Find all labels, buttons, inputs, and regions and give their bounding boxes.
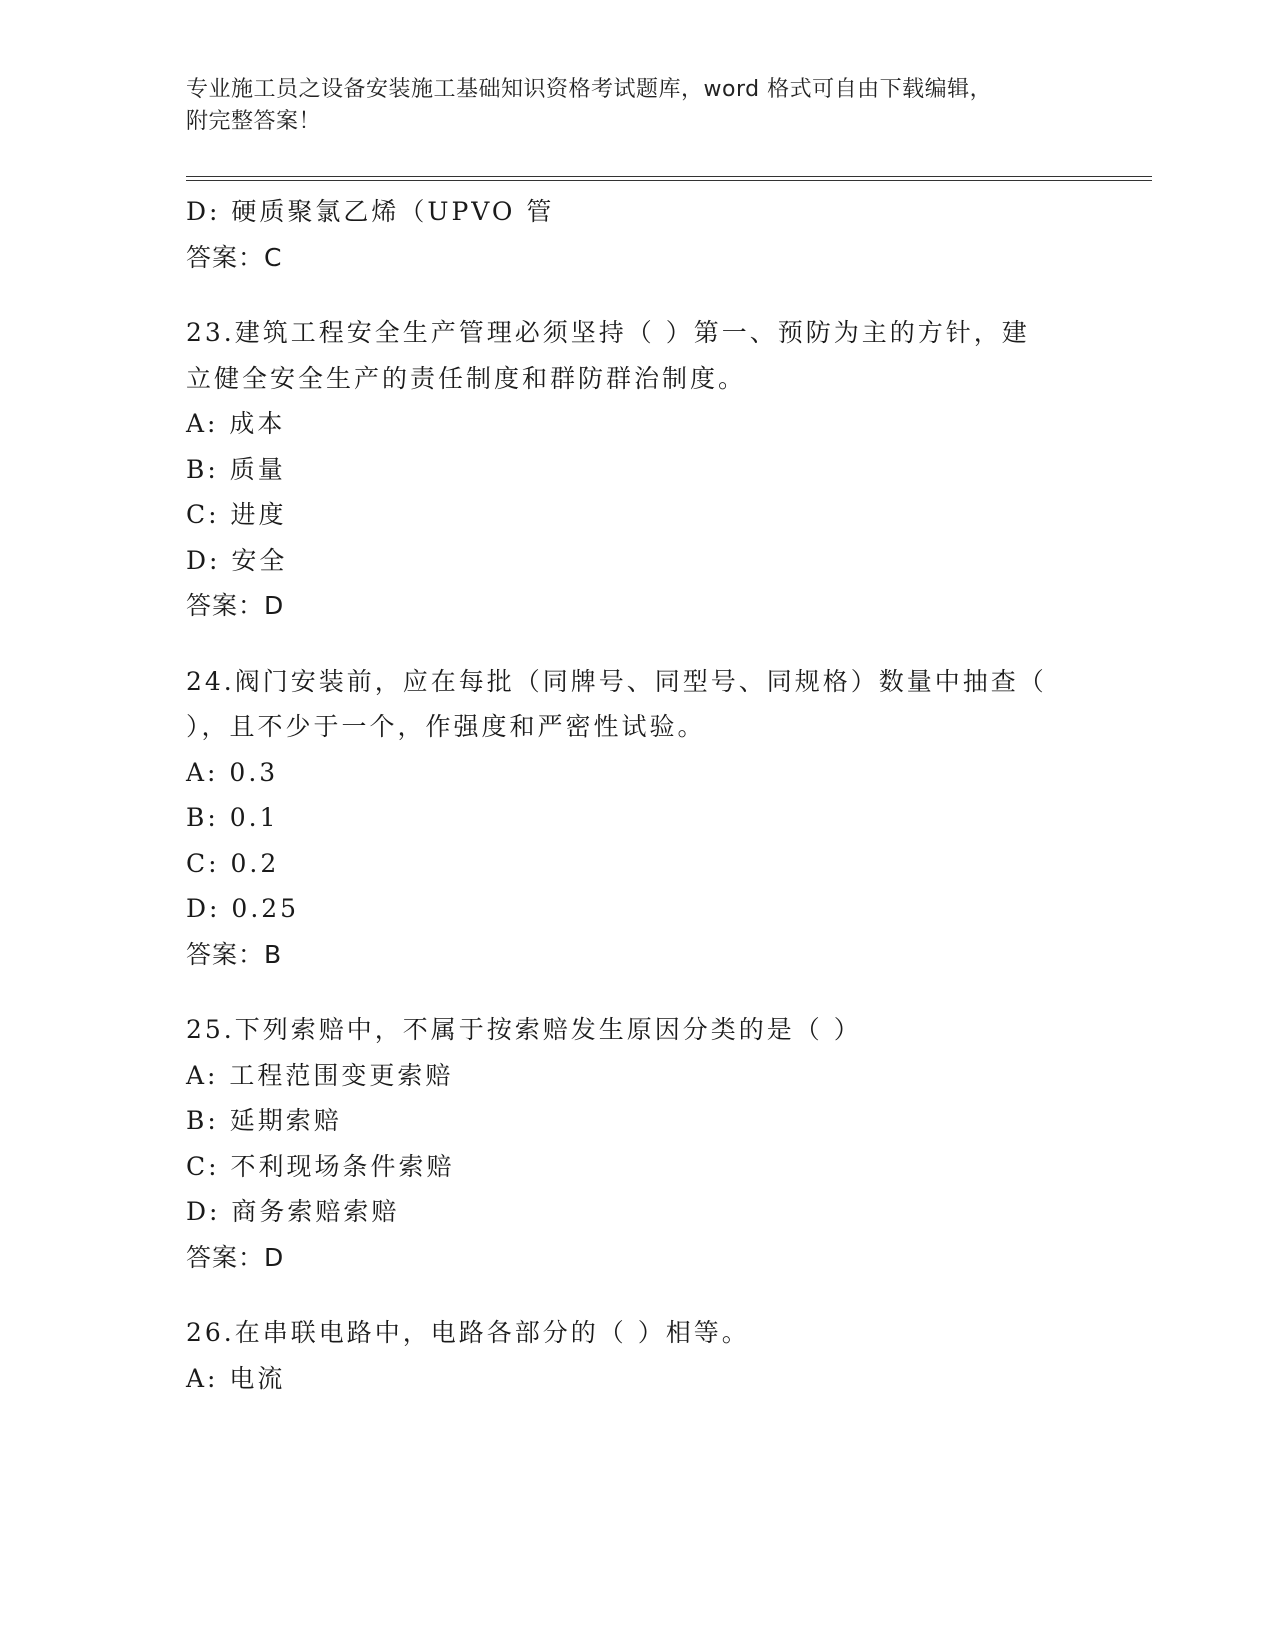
option-a: A: 成本 (186, 409, 286, 438)
option-a: A: 工程范围变更索赔 (186, 1060, 454, 1090)
question-stem (186, 1007, 1066, 1053)
document-header (186, 74, 1066, 138)
header-line-2: 附完整答案！ (186, 109, 322, 134)
question-stem (186, 1310, 1066, 1356)
question-stem (186, 310, 1066, 401)
answer: 答案：D (186, 1242, 285, 1272)
stem-line: 26.在串联电路中，电路各部分的（ ）相等。 (186, 1318, 750, 1347)
question-stem (186, 659, 1066, 750)
answer: 答案：D (186, 591, 285, 620)
option-c: C: 0.2 (186, 848, 280, 878)
answer: 答案：B (186, 939, 283, 969)
option-b: B: 0.1 (186, 803, 279, 832)
option-b: B: 延期索赔 (186, 1106, 342, 1135)
option-d: D: 商务索赔索赔 (186, 1197, 400, 1226)
stem-line: 立健全安全生产的责任制度和群防群治制度。 (186, 363, 747, 393)
stem-line: ），且不少于一个，作强度和严密性试验。 (186, 712, 706, 741)
option-a: A: 0.3 (186, 757, 279, 787)
header-line-1: 专业施工员之设备安装施工基础知识资格考试题库，word 格式可自由下载编辑， (186, 77, 993, 102)
stem-line: 25.下列索赔中，不属于按索赔发生原因分类的是（ ） (186, 1015, 862, 1044)
option-b: B: 质量 (186, 454, 286, 484)
question-23 (186, 310, 1086, 629)
question-25 (186, 1007, 1086, 1280)
document-body (186, 189, 1086, 1401)
stem-line: 23.建筑工程安全生产管理必须坚持（ ）第一、预防为主的方针，建 (186, 318, 1030, 347)
stem-line: 24.阀门安装前，应在每批（同牌号、同型号、同规格）数量中抽查（ (186, 666, 1047, 696)
question-26 (186, 1310, 1086, 1401)
question-24 (186, 659, 1086, 978)
header-divider (186, 176, 1152, 181)
option-c: C: 不利现场条件索赔 (186, 1151, 455, 1181)
answer: 答案：C (186, 242, 283, 272)
previous-question-tail (186, 189, 1086, 280)
option-d: D: 0.25 (186, 894, 300, 923)
option-a: A: 电流 (186, 1363, 286, 1393)
option-c: C: 进度 (186, 500, 287, 529)
option-d: D: 硬质聚氯乙烯（UPVO 管 (186, 197, 555, 226)
option-d: D: 安全 (186, 545, 288, 575)
